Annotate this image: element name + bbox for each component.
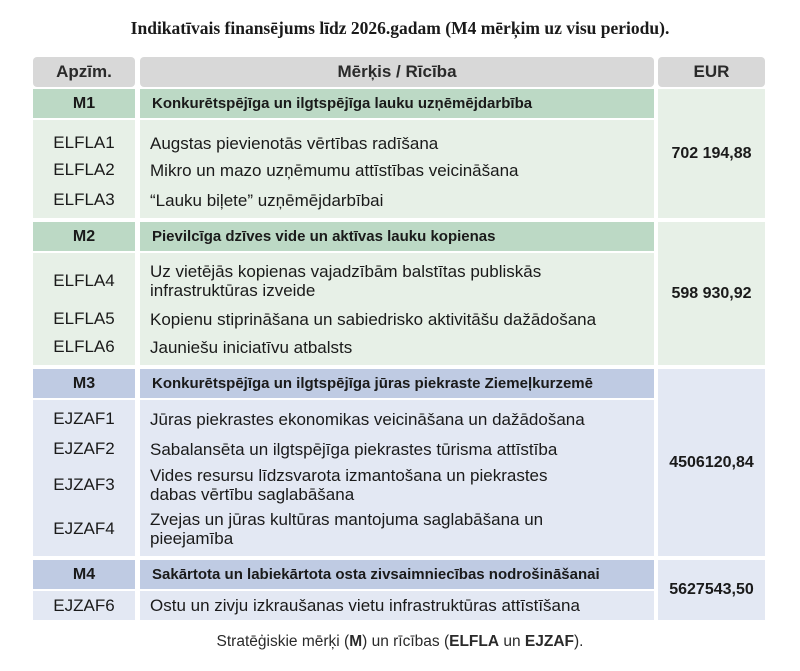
group-m2-code: M2 — [33, 222, 135, 251]
caption-text: Stratēģiskie mērķi ( — [216, 633, 350, 650]
header-goal: Mērķis / Rīcība — [140, 57, 654, 87]
group-m3-code: M3 — [33, 369, 135, 398]
header-code: Apzīm. — [33, 57, 135, 87]
caption-text: ) un rīcības ( — [362, 633, 450, 650]
group-m4-title: Sakārtota un labiekārtota osta zivsaimniecības nodrošināšanai — [140, 560, 654, 589]
item-text: Ostu un zivju izkraušanas vietu infrastruktūras attīstīšana — [150, 596, 580, 615]
group-m3-eur: 4506120,84 — [658, 369, 765, 556]
item-code: ELFLA3 — [53, 190, 115, 209]
page-title: Indikatīvais finansējums līdz 2026.gadam (M4 mērķim uz visu periodu). — [130, 18, 670, 38]
figure-caption — [0, 633, 800, 651]
item-text — [140, 261, 654, 301]
group-m2-eur: 598 930,92 — [658, 222, 765, 365]
item-text: Augstas pievienotās vērtības radīšana — [150, 133, 439, 153]
caption-ejzaf: EJZAF — [524, 633, 574, 650]
item-code: EJZAF3 — [53, 475, 115, 494]
group-m2-title: Pievilcīga dzīves vide un aktīvas lauku kopienas — [140, 222, 654, 251]
item-code: EJZAF6 — [53, 595, 115, 615]
group-m4-eur: 5627543,50 — [658, 560, 765, 620]
header-eur: EUR — [658, 57, 765, 87]
item-text — [140, 464, 654, 506]
item-code: ELFLA5 — [53, 309, 115, 328]
item-text-line: pieejamība — [150, 529, 234, 548]
item-text-line: infrastruktūras izveide — [150, 281, 316, 300]
caption-m: M — [349, 633, 363, 650]
caption-elfla: ELFLA — [449, 633, 500, 650]
item-code: EJZAF1 — [53, 409, 115, 428]
item-text: Jauniešu iniciatīvu atbalsts — [150, 337, 353, 357]
item-text-line: Uz vietējās kopienas vajadzībām balstītas publiskās — [150, 262, 542, 281]
group-m4-code: M4 — [33, 560, 135, 589]
group-m1-code: M1 — [33, 89, 135, 118]
item-text: Mikro un mazo uzņēmumu attīstības veicināšana — [150, 160, 519, 180]
item-text-line: Vides resursu līdzsvarota izmantošana un piekrastes — [150, 466, 548, 485]
item-code: EJZAF4 — [53, 519, 115, 538]
item-text: Sabalansēta un ilgtspējīga piekrastes tūrisma attīstība — [150, 439, 558, 459]
item-text: Jūras piekrastes ekonomikas veicināšana un dažādošana — [150, 409, 585, 429]
item-text-line: dabas vērtību saglabāšana — [150, 485, 355, 504]
caption-text: ). — [574, 633, 584, 650]
item-text: “Lauku biļete” uzņēmējdarbībai — [150, 190, 384, 210]
group-m1-title: Konkurētspējīga un ilgtspējīga lauku uzņēmējdarbība — [140, 89, 654, 118]
item-code: ELFLA4 — [53, 271, 115, 290]
item-code: ELFLA1 — [53, 133, 115, 152]
caption-text: un — [499, 633, 525, 650]
item-text — [140, 508, 654, 550]
item-text: Kopienu stiprināšana un sabiedrisko aktivitāšu dažādošana — [150, 309, 597, 329]
item-text-line: Zvejas un jūras kultūras mantojuma saglabāšana un — [150, 510, 544, 529]
group-m3-title: Konkurētspējīga un ilgtspējīga jūras piekraste Ziemeļkurzemē — [140, 369, 654, 398]
item-code: ELFLA2 — [53, 160, 115, 179]
item-code: ELFLA6 — [53, 337, 115, 356]
item-code: EJZAF2 — [53, 439, 115, 458]
group-m1-eur: 702 194,88 — [658, 89, 765, 218]
